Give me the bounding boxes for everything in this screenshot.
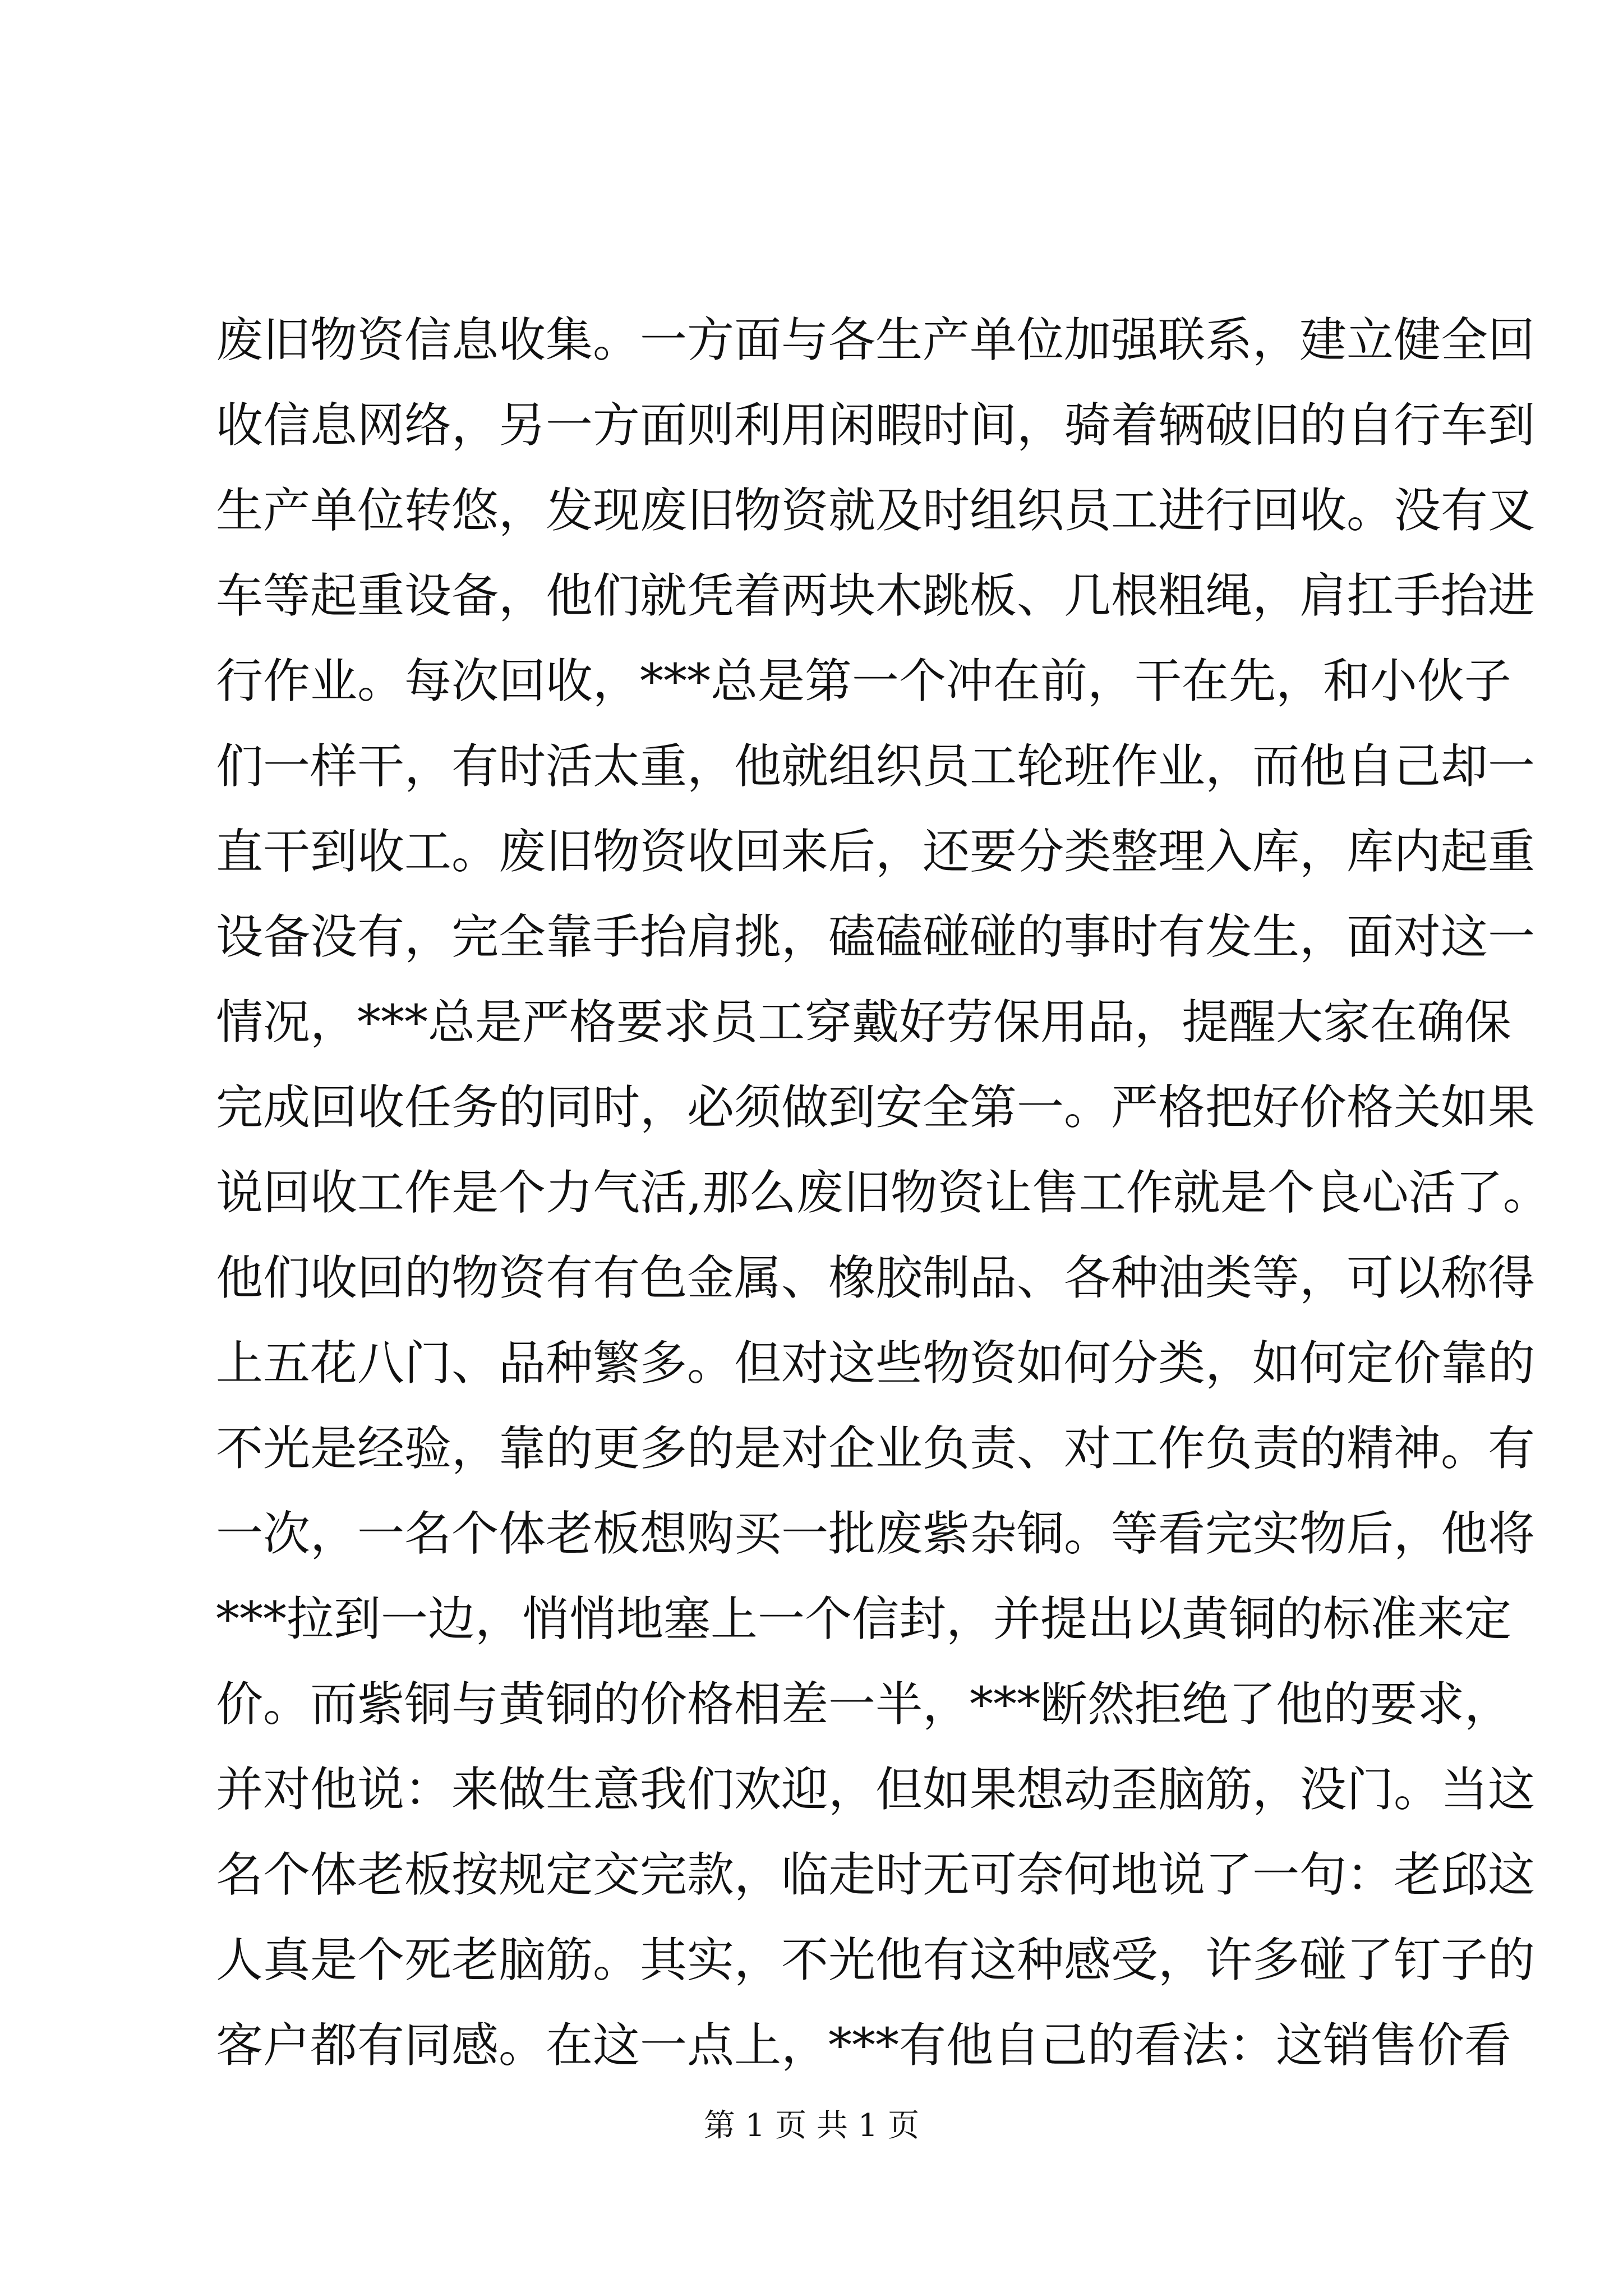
text-line: 生产单位转悠，发现废旧物资就及时组织员工进行回收。没有叉 [216,483,1536,538]
text-line: ***拉到一边，悄悄地塞上一个信封，并提出以黄铜的标准来定 [216,1591,1512,1646]
text-line: 废旧物资信息收集。一方面与各生产单位加强联系，建立健全回 [216,312,1536,367]
text-line: 他们收回的物资有有色金属、橡胶制品、各种油类等，可以称得 [216,1250,1536,1305]
text-line: 价。而紫铜与黄铜的价格相差一半，***断然拒绝了他的要求， [216,1677,1512,1732]
text-line: 设备没有，完全靠手抬肩挑，磕磕碰碰的事时有发生，面对这一 [216,909,1536,964]
text-line: 直干到收工。废旧物资收回来后，还要分类整理入库，库内起重 [216,824,1536,879]
text-line: 并对他说：来做生意我们欢迎，但如果想动歪脑筋，没门。当这 [216,1762,1536,1817]
text-line: 收信息网络，另一方面则利用闲暇时间，骑着辆破旧的自行车到 [216,398,1536,453]
text-line: 人真是个死老脑筋。其实，不光他有这种感受，许多碰了钉子的 [216,1932,1536,1987]
body-text [216,297,1550,2088]
text-line: 上五花八门、品种繁多。但对这些物资如何分类，如何定价靠的 [216,1336,1536,1391]
text-line: 说回收工作是个力气活,那么废旧物资让售工作就是个良心活了。 [216,1165,1550,1220]
text-line: 车等起重设备，他们就凭着两块木跳板、几根粗绳，肩扛手抬进 [216,568,1536,623]
text-line: 情况，***总是严格要求员工穿戴好劳保用品，提醒大家在确保 [216,995,1512,1050]
text-line: 一次，一名个体老板想购买一批废紫杂铜。等看完实物后，他将 [216,1506,1536,1561]
text-line: 们一样干，有时活太重，他就组织员工轮班作业，而他自己却一 [216,739,1536,794]
text-line: 完成回收任务的同时，必须做到安全第一。严格把好价格关如果 [216,1080,1536,1135]
text-line: 名个体老板按规定交完款，临走时无可奈何地说了一句：老邱这 [216,1847,1536,1902]
page-footer: 第 1 页 共 1 页 [703,2108,920,2144]
text-line: 行作业。每次回收，***总是第一个冲在前，干在先，和小伙子 [216,654,1512,708]
text-line: 客户都有同感。在这一点上，***有他自己的看法：这销售价看 [216,2018,1512,2073]
text-line: 不光是经验，靠的更多的是对企业负责、对工作负责的精神。有 [216,1421,1536,1476]
